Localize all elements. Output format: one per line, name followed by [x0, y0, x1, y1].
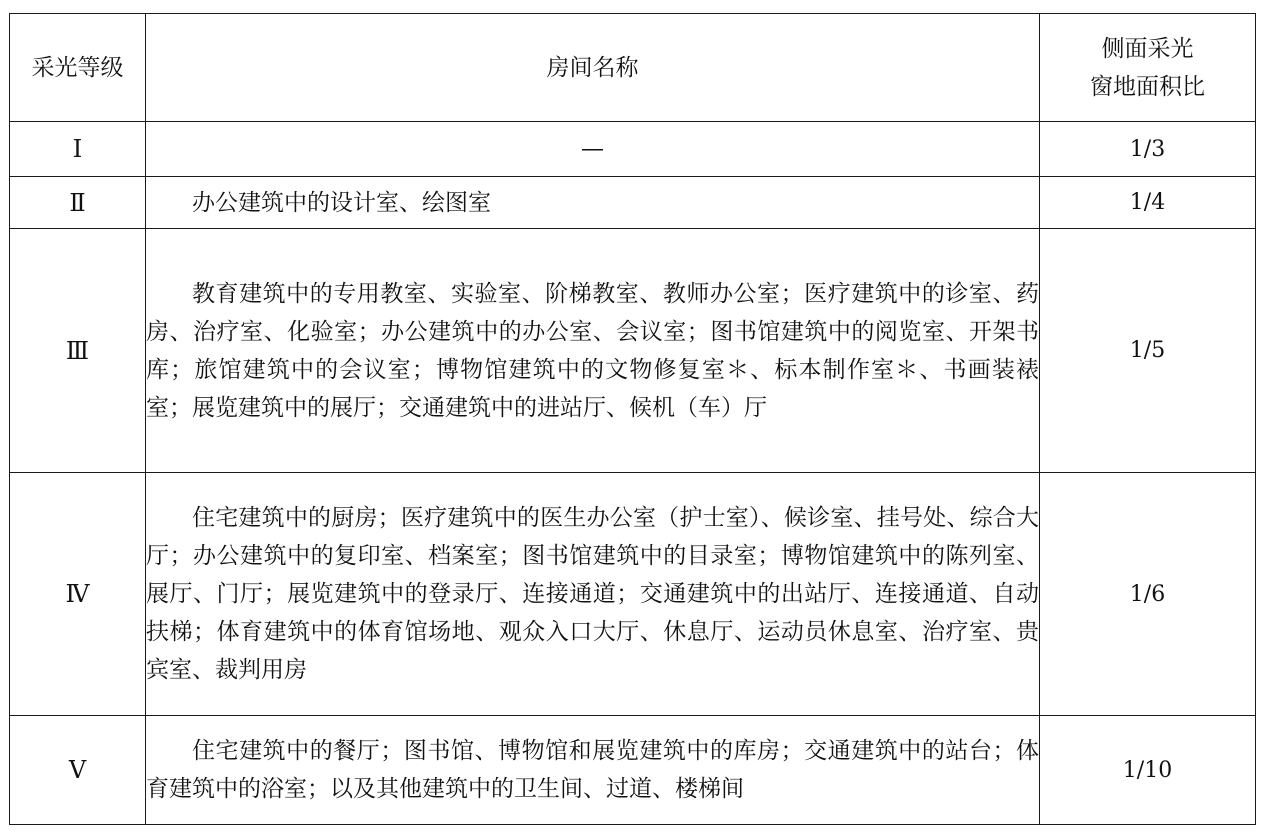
rooms-text: 教育建筑中的专用教室、实验室、阶梯教室、教师办公室；医疗建筑中的诊室、药房、治疗室、化验室；办公建筑中的办公室、会议室；图书馆建筑中的阅览室、开架书库；旅馆建筑中的会议室；博物馆建筑中的文物修复室＊、标本制作室＊、书画装裱室；展览建筑中的展厅；交通建筑中的进站厅、候机（车）厅: [146, 280, 1039, 421]
header-rooms: 房间名称: [146, 14, 1040, 122]
ratio-cell: 1/10: [1040, 716, 1256, 825]
header-ratio-line1: 侧面采光: [1101, 35, 1194, 62]
level-cell: Ⅰ: [10, 122, 146, 177]
rooms-text: 住宅建筑中的厨房；医疗建筑中的医生办公室（护士室）、候诊室、挂号处、综合大厅；办公建筑中的复印室、档案室；图书馆建筑中的目录室；博物馆建筑中的陈列室、展厅、门厅；展览建筑中的登录厅、连接通道；交通建筑中的出站厅、连接通道、自动扶梯；体育建筑中的体育馆场地、观众入口大厅、休息厅、运动员休息室、治疗室、贵宾室、裁判用房: [146, 505, 1039, 683]
table-row: [10, 473, 1256, 716]
rooms-text: 办公建筑中的设计室、绘图室: [192, 189, 491, 216]
rooms-cell: [146, 177, 1040, 229]
header-level: 采光等级: [10, 14, 146, 122]
table-row: [10, 716, 1256, 825]
ratio-cell: 1/4: [1040, 177, 1256, 229]
daylighting-table: [9, 13, 1256, 825]
ratio-cell: 1/3: [1040, 122, 1256, 177]
level-cell: Ⅱ: [10, 177, 146, 229]
ratio-cell: 1/5: [1040, 229, 1256, 473]
level-cell: Ⅲ: [10, 229, 146, 473]
table-row: [10, 122, 1256, 177]
header-ratio-line2: 窗地面积比: [1090, 73, 1205, 100]
rooms-text: 住宅建筑中的餐厅；图书馆、博物馆和展览建筑中的库房；交通建筑中的站台；体育建筑中的浴室；以及其他建筑中的卫生间、过道、楼梯间: [146, 738, 1039, 802]
header-ratio: [1040, 14, 1256, 122]
header-row: [10, 14, 1256, 122]
level-cell: Ⅴ: [10, 716, 146, 825]
ratio-cell: 1/6: [1040, 473, 1256, 716]
rooms-cell: —: [146, 122, 1040, 177]
rooms-cell: [146, 473, 1040, 716]
table-row: [10, 177, 1256, 229]
level-cell: Ⅳ: [10, 473, 146, 716]
table-row: [10, 229, 1256, 473]
rooms-cell: [146, 716, 1040, 825]
rooms-cell: [146, 229, 1040, 473]
